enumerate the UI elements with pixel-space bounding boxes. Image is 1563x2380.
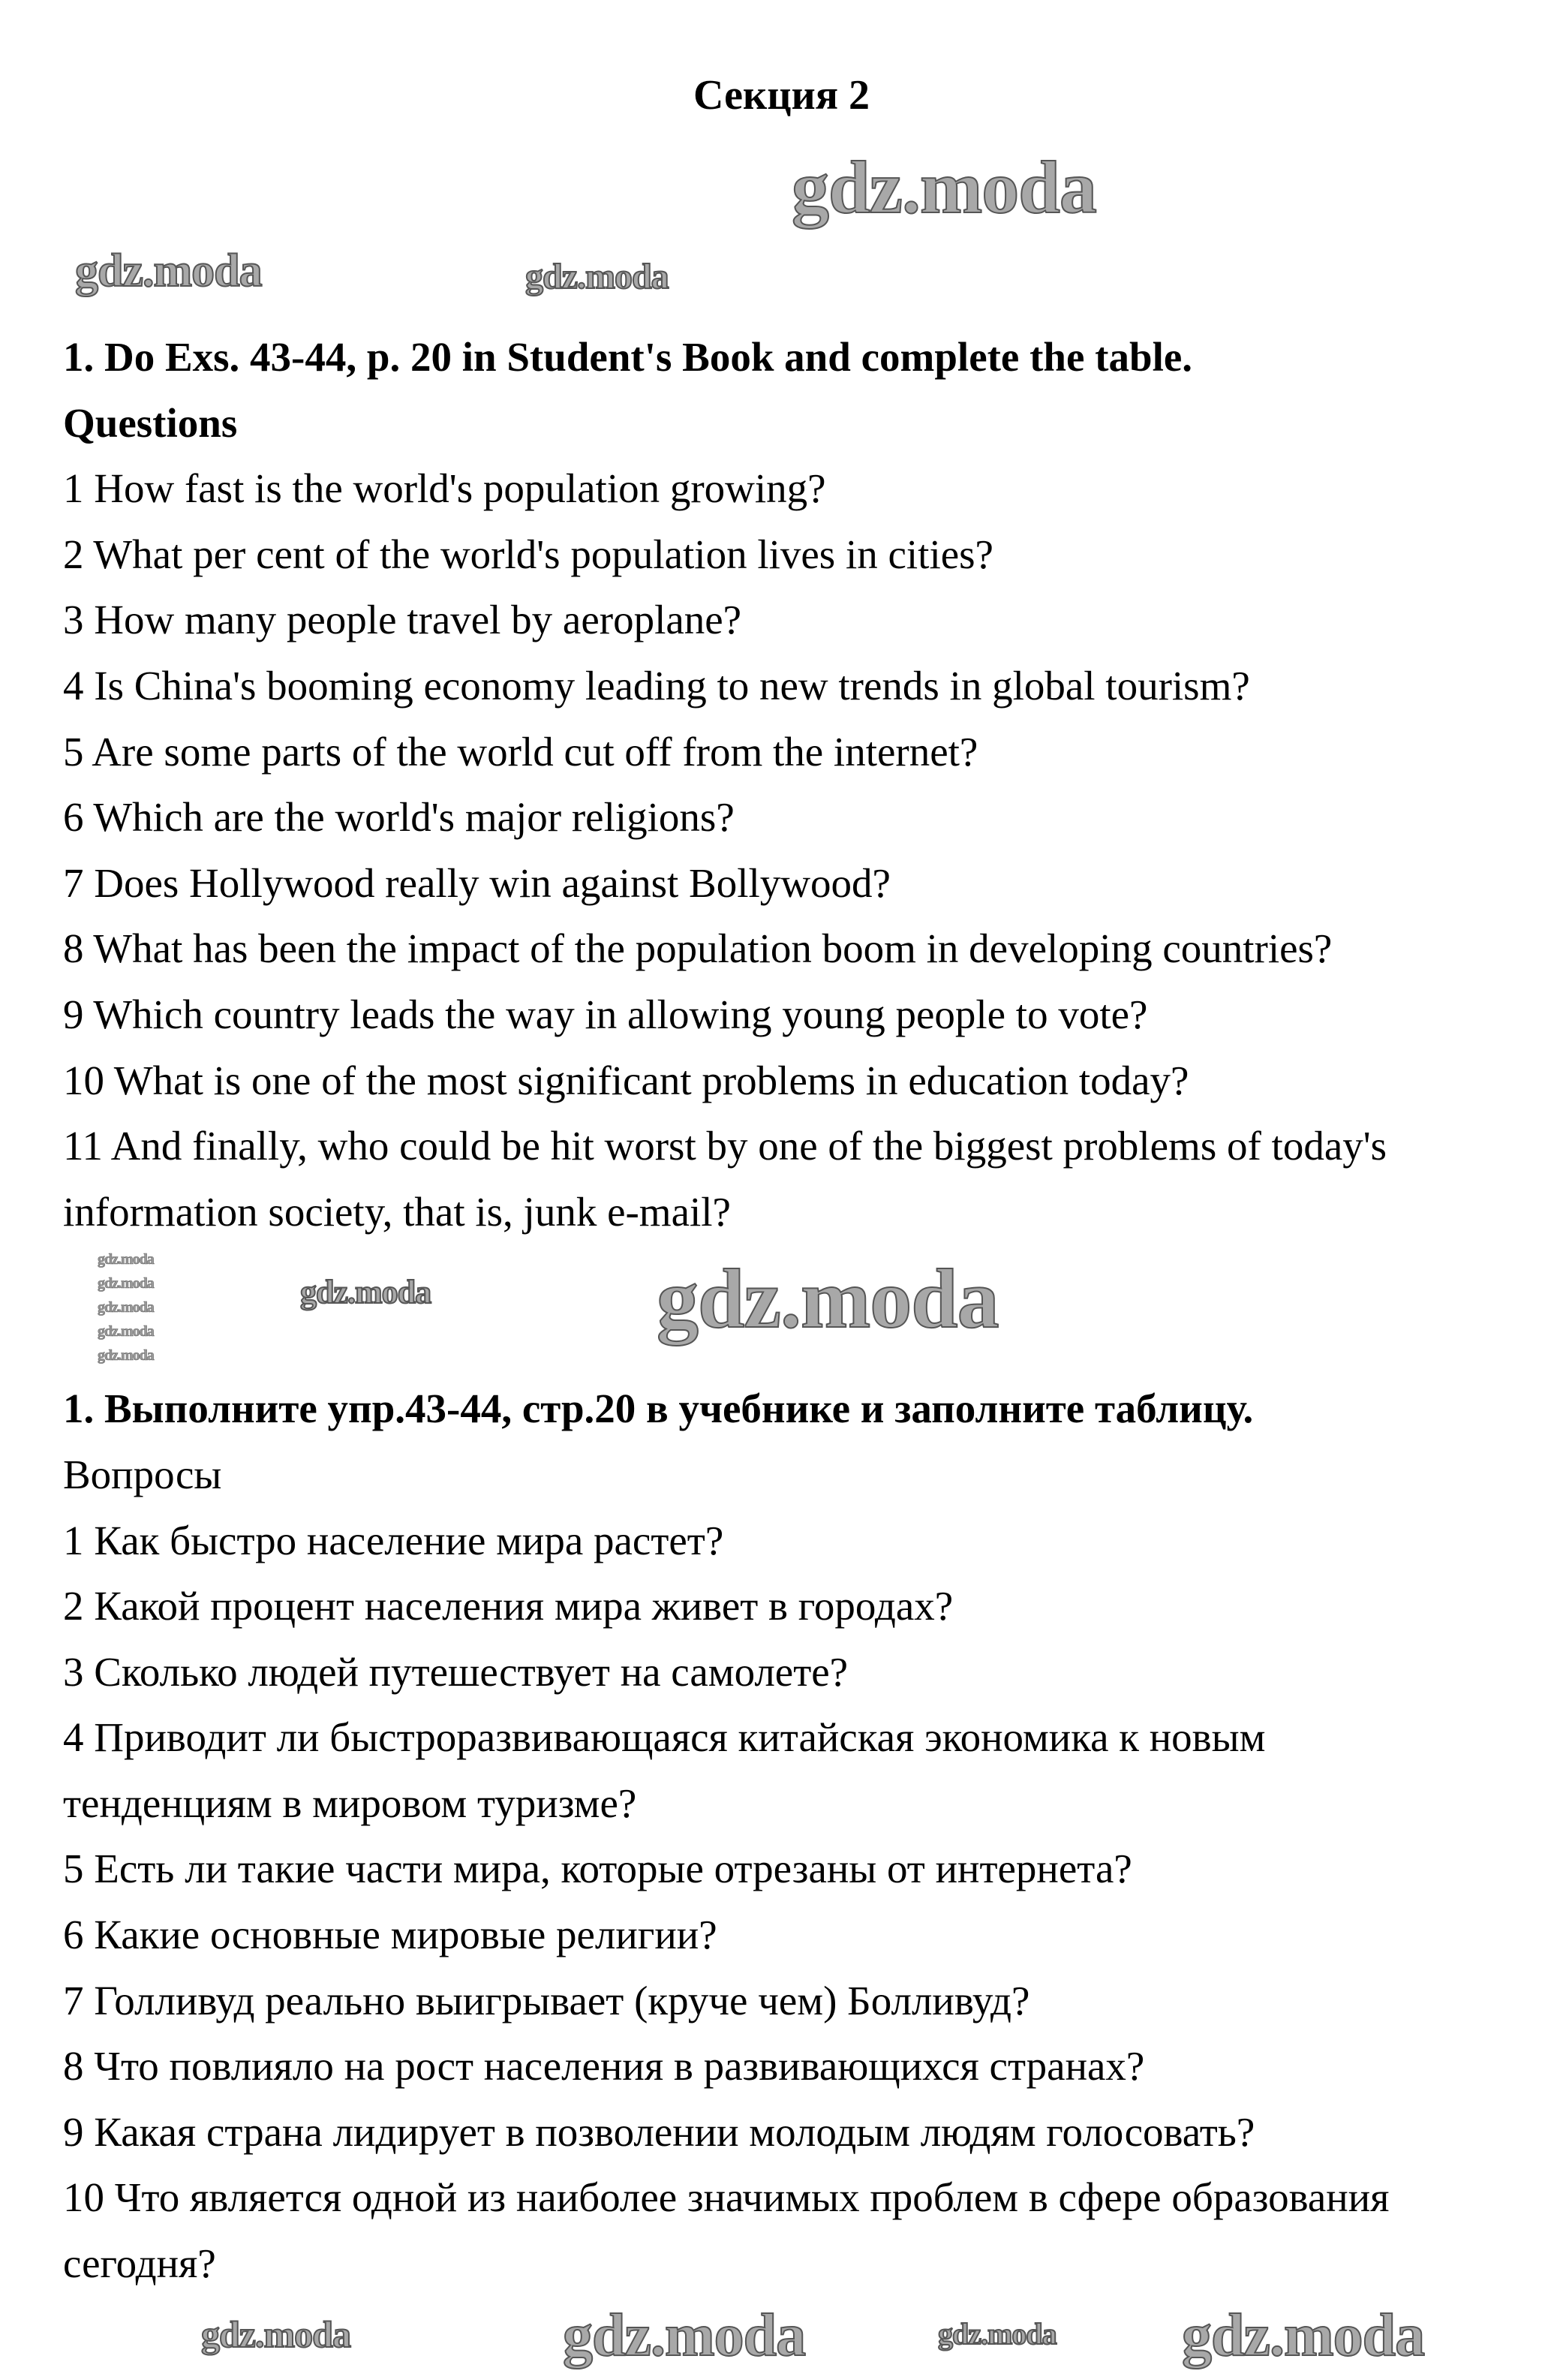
question-line: 8 What has been the impact of the population boom in developing countries?: [63, 925, 1333, 972]
russian-heading: 1. Выполните упр.43-44, стр.20 в учебнике и заполните таблицу.: [63, 1386, 1254, 1432]
watermark: gdz.moda: [98, 1323, 154, 1340]
question-line: 3 Сколько людей путешествует на самолете?: [63, 1648, 849, 1695]
question-line: 5 Есть ли такие части мира, которые отрезаны от интернета?: [63, 1846, 1132, 1892]
watermark: gdz.moda: [75, 245, 262, 296]
question-line: 9 Какая страна лидирует в позволении молодым людям голосовать?: [63, 2108, 1255, 2155]
question-line: 8 Что повлияло на рост населения в развивающихся странах?: [63, 2043, 1145, 2090]
question-line: 1 Как быстро население мира растет?: [63, 1517, 724, 1563]
watermark: gdz.moda: [201, 2313, 350, 2355]
question-line: 2 Какой процент населения мира живет в городах?: [63, 1583, 954, 1629]
question-line: 4 Is China's booming economy leading to new trends in global tourism?: [63, 662, 1250, 709]
question-line: сегодня?: [63, 2240, 216, 2287]
watermark: gdz.moda: [98, 1275, 154, 1292]
watermark: gdz.moda: [1182, 2303, 1425, 2369]
watermark: gdz.moda: [657, 1253, 999, 1346]
question-line: 10 What is one of the most significant problems in education today?: [63, 1057, 1189, 1103]
question-line: 4 Приводит ли быстроразвивающаяся китайская экономика к новым: [63, 1714, 1266, 1761]
russian-subheading: Вопросы: [63, 1451, 222, 1497]
watermark: gdz.moda: [98, 1251, 154, 1268]
watermark: gdz.moda: [300, 1274, 431, 1310]
section-title: Секция 2: [693, 72, 870, 119]
question-line: 6 Which are the world's major religions?: [63, 794, 735, 841]
question-line: 7 Голливуд реально выигрывает (круче чем) Болливуд?: [63, 1977, 1030, 2023]
watermark: gdz.moda: [938, 2317, 1057, 2351]
english-subheading: Questions: [63, 399, 238, 446]
question-line: 10 Что является одной из наиболее значимых проблем в сфере образования: [63, 2174, 1390, 2221]
watermark: gdz.moda: [525, 257, 669, 296]
watermark: gdz.moda: [98, 1347, 154, 1364]
question-line: 6 Какие основные мировые религии?: [63, 1912, 717, 1958]
english-heading: 1. Do Exs. 43-44, p. 20 in Student's Book and complete the table.: [63, 334, 1193, 380]
watermark: gdz.moda: [563, 2303, 806, 2369]
question-line: 2 What per cent of the world's population lives in cities?: [63, 531, 993, 577]
watermark: gdz.moda: [98, 1299, 154, 1316]
question-line: 5 Are some parts of the world cut off from the internet?: [63, 728, 978, 775]
question-line: information society, that is, junk e-mail?: [63, 1188, 731, 1235]
question-line: тенденциям в мировом туризме?: [63, 1780, 637, 1826]
watermark: gdz.moda: [792, 146, 1096, 229]
question-line: 11 And finally, who could be hit worst by one of the biggest problems of today's: [63, 1123, 1387, 1169]
question-line: 9 Which country leads the way in allowing young people to vote?: [63, 991, 1148, 1037]
question-line: 7 Does Hollywood really win against Bollywood?: [63, 859, 891, 906]
question-line: 3 How many people travel by aeroplane?: [63, 597, 742, 643]
question-line: 1 How fast is the world's population growing?: [63, 465, 826, 512]
